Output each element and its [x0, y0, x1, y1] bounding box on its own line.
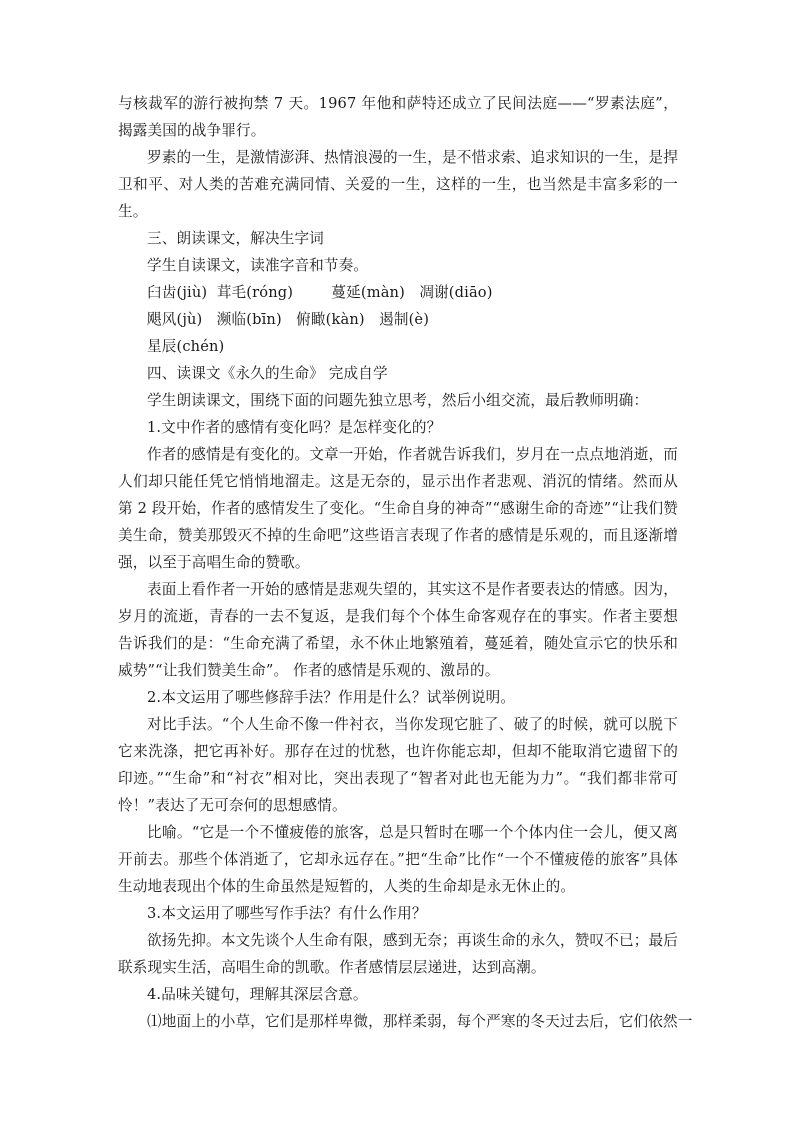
vocab-row-1: 臼齿(jiù) 茸毛(róng) 蔓延(màn) 凋谢(diāo) — [147, 284, 493, 301]
paragraph-self-reading: 学生自读课文，读准字音和节奏。 — [147, 257, 369, 274]
answer-1-part-2: 表面上看作者一开始的感情是悲观失望的，其实这不是作者要表达的情感。因为，岁月的流逝，青春的一去不复返，是我们每个个体生命客观存在的事实。作者主要想告诉我们的是：“生命充满了希望，永不休止地繁殖着，蔓延着，随处宣示它的快乐和威势”“让我们赞美生命”。 作者的感情是乐观的、激昂的。 — [118, 581, 678, 679]
answer-2-contrast: 对比手法。“个人生命不像一件衬衣，当你发现它脏了、破了的时候，就可以脱下它来洗涤，把它再补好。那存在过的忧愁，也许你能忘却，但却不能取消它遗留下的印迹。”“生命”和“衬衣”相对比，突出表现了“智者对此也无能为力”。“我们都非常可怜！”表达了无可奈何的思想感情。 — [118, 716, 678, 814]
paragraph-russell-protest: 与核裁军的游行被拘禁 7 天。1967 年他和萨特还成立了民间法庭——“罗素法庭”，揭露美国的战争罪行。 — [118, 95, 678, 139]
paragraph-russell-life: 罗素的一生，是激情澎湃、热情浪漫的一生，是不惜求索、追求知识的一生，是捍卫和平、对人类的苦难充满同情、关爱的一生，这样的一生，也当然是丰富多彩的一生。 — [118, 149, 678, 220]
answer-1-part-1: 作者的感情是有变化的。文章一开始，作者就告诉我们，岁月在一点点地消逝，而人们却只能任凭它悄悄地溜走。这是无奈的，显示出作者悲观、消沉的情绪。然而从第 2 段开始，作者的感情发生了变化。“生命自身的神奇”“感谢生命的奇迹”“让我们赞美生命，赞美那毁灭不掉的生命吧”这些语言表现了作者的感情是乐观的，而且逐渐增强，以至于高唱生命的赞歌。 — [118, 446, 678, 571]
vocab-row-2: 飓风(jù) 濒临(bīn) 俯瞰(kàn) 遏制(è) — [147, 311, 430, 328]
paragraph-instructions: 学生朗读课文，围绕下面的问题先独立思考，然后小组交流，最后教师明确： — [147, 392, 649, 409]
question-2: 2.本文运用了哪些修辞手法？作用是什么？试举例说明。 — [147, 689, 516, 706]
answer-3: 欲扬先抑。本文先谈个人生命有限，感到无奈；再谈生命的永久，赞叹不已；最后联系现实生活，高唱生命的凯歌。作者感情层层递进，达到高潮。 — [118, 932, 678, 976]
question-1: 1.文中作者的感情有变化吗？是怎样变化的？ — [147, 419, 442, 436]
document-body — [118, 90, 693, 1035]
section-heading-4: 四、读课文《永久的生命》 完成自学 — [147, 365, 388, 382]
answer-2-metaphor: 比喻。“它是一个不懂疲倦的旅客，总是只暂时在哪一个个体内住一会儿，便又离开前去。那些个体消逝了，它却永远存在。”把“生命”比作“一个不懂疲倦的旅客”具体生动地表现出个体的生命虽然是短暂的，人类的生命却是永无休止的。 — [118, 824, 678, 895]
question-4: 4.品味关键句，理解其深层含意。 — [147, 986, 368, 1003]
section-heading-3: 三、朗读课文，解决生字词 — [147, 230, 324, 247]
vocab-row-3: 星辰(chén) — [147, 338, 225, 355]
question-3: 3.本文运用了哪些写作手法？有什么作用？ — [147, 905, 427, 922]
question-4-item-1: ⑴地面上的小草，它们是那样卑微，那样柔弱，每个严寒的冬天过去后，它们依然一 — [147, 1013, 693, 1030]
